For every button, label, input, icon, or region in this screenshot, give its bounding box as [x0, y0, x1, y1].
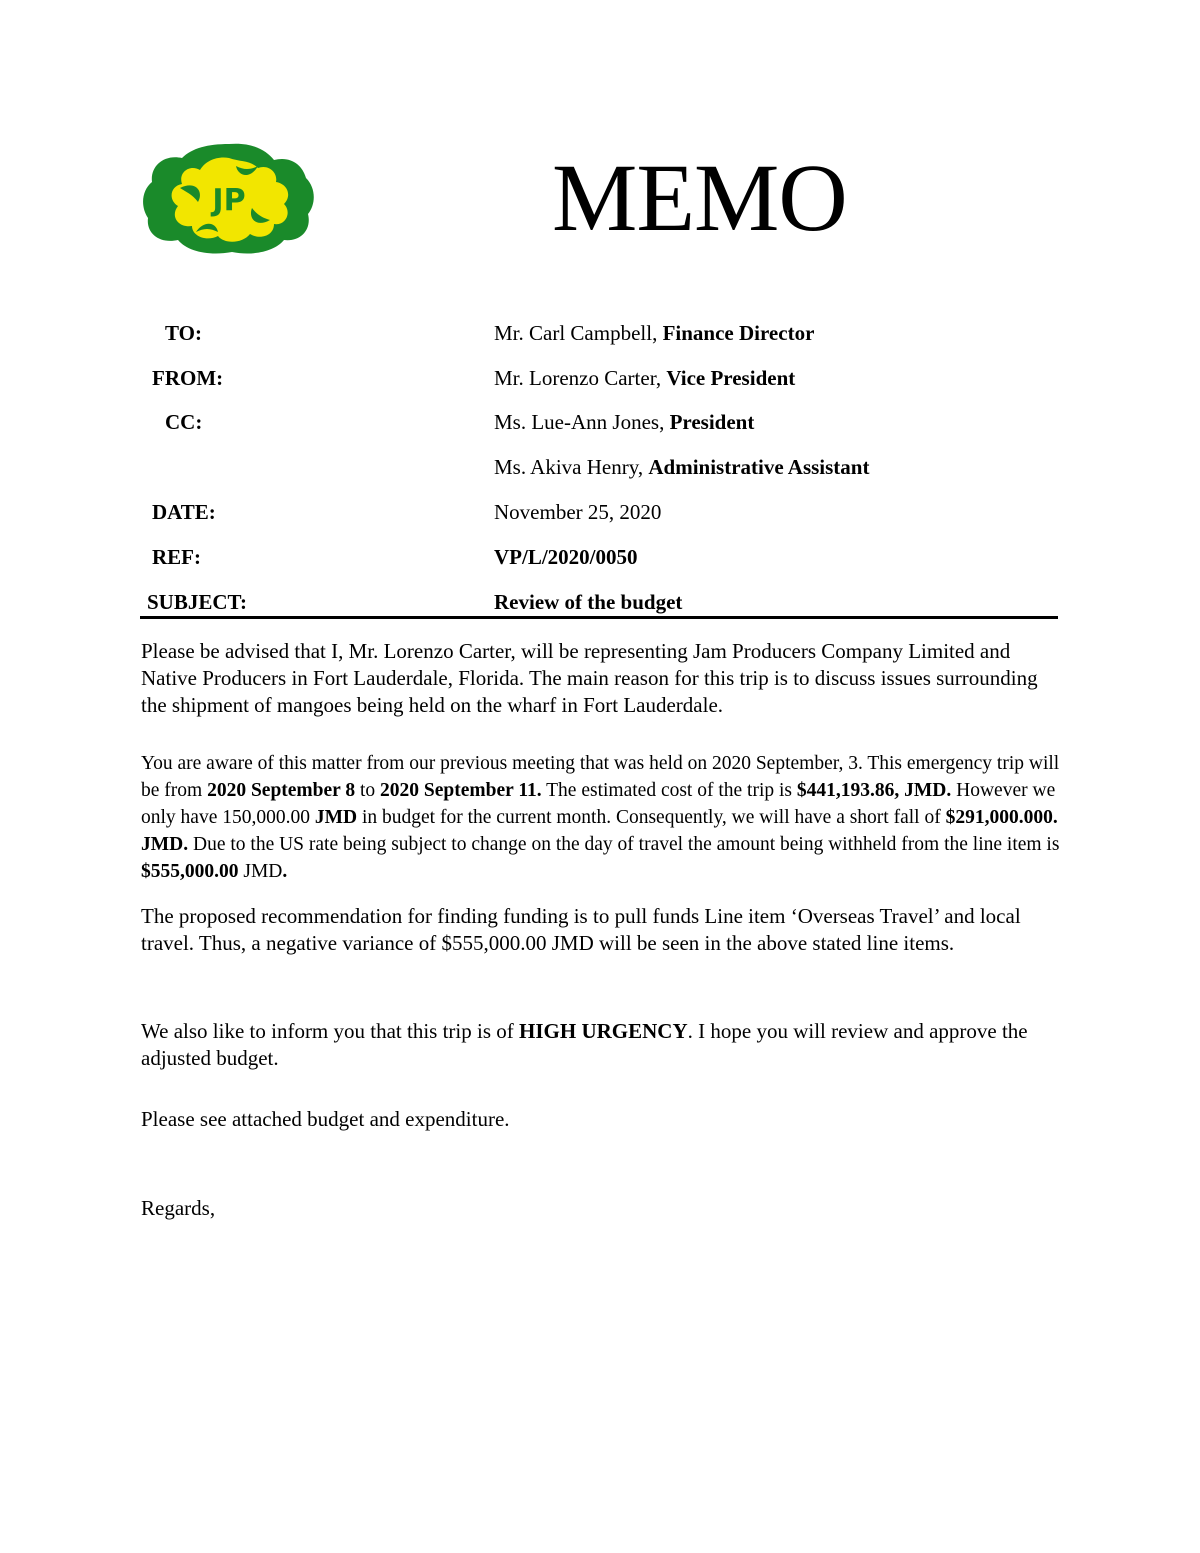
body-paragraph-5: Please see attached budget and expenditure. [141, 1107, 510, 1131]
closing: Regards, [141, 1196, 216, 1220]
p2-text-g: However we only have 150,000.00 [141, 780, 1056, 828]
from-value [494, 363, 795, 393]
cc2-name: Ms. Akiva Henry, [494, 455, 649, 479]
to-value [494, 318, 814, 348]
ref-label: REF: [152, 545, 201, 569]
withheld-amount: $555,000.00 [141, 861, 239, 882]
date-label: DATE: [152, 500, 216, 524]
cc-row [0, 407, 1200, 437]
date-value: November 25, 2020 [494, 500, 662, 524]
subject-row [0, 587, 1200, 617]
body-paragraph-1: Please be advised that I, Mr. Lorenzo Carter, will be representing Jam Producers Company Limited and Native Producers in Fort Lauderdale, Florida. The main reason for this trip is to discuss issues surrounding the shipment of mangoes being held on the wharf in Fort Lauderdale. [141, 639, 1038, 717]
shortfall-amount: $291,000.000. JMD. [141, 807, 1058, 855]
logo-text: JP [212, 183, 246, 218]
ref-row [0, 542, 1200, 572]
cc-label: CC: [165, 410, 203, 434]
body-paragraph-2 [141, 750, 1061, 885]
body-paragraph-4 [141, 1018, 1061, 1072]
from-role: Vice President [666, 366, 796, 390]
header-divider [140, 616, 1058, 619]
currency-jmd: JMD [314, 807, 358, 828]
cc2-value [494, 452, 869, 482]
p4-text-c: . I hope you will review and approve the adjusted budget. [141, 1019, 1028, 1070]
p2-text-n: . [282, 861, 288, 882]
company-logo [140, 140, 318, 256]
cc1-value [494, 407, 754, 437]
p2-text-e: The estimated cost of the trip is [541, 780, 797, 801]
trip-start-date: 2020 September 8 [207, 780, 356, 801]
cc1-name: Ms. Lue-Ann Jones, [494, 410, 670, 434]
to-name: Mr. Carl Campbell, [494, 321, 663, 345]
from-row [0, 363, 1200, 393]
ref-value: VP/L/2020/0050 [494, 545, 638, 569]
to-row [0, 318, 1200, 348]
p2-text-c: to [355, 780, 381, 801]
estimated-cost: $441,193.86, JMD. [796, 780, 952, 801]
body-paragraph-3: The proposed recommendation for finding funding is to pull funds Line item ‘Overseas Travel’ and local travel. Thus, a negative variance of $555,000.00 JMD will be seen in the above stated line items. [141, 904, 1021, 955]
to-label: TO: [165, 321, 202, 345]
cc1-role: President [669, 410, 755, 434]
p2-text-m: JMD [238, 861, 283, 882]
urgency-text: HIGH URGENCY [519, 1019, 688, 1043]
from-label: FROM: [152, 366, 224, 390]
subject-label: SUBJECT: [147, 590, 247, 614]
to-role: Finance Director [662, 321, 815, 345]
p2-text-i: in budget for the current month. Consequently, we will have a short fall of [357, 807, 946, 828]
subject-value: Review of the budget [494, 590, 683, 614]
memo-title: MEMO [552, 144, 847, 251]
date-row [0, 497, 1200, 527]
cc2-row [0, 452, 1200, 482]
trip-end-date: 2020 September 11. [380, 780, 542, 801]
p4-text-a: We also like to inform you that this trip is of [141, 1019, 520, 1043]
cc2-role: Administrative Assistant [648, 455, 870, 479]
from-name: Mr. Lorenzo Carter, [494, 366, 667, 390]
p2-text-a: You are aware of this matter from our previous meeting that was held on 2020 September, 3. This emergency trip will be from [141, 753, 1060, 801]
p2-text-k: Due to the US rate being subject to change on the day of travel the amount being withheld from the line item is [188, 834, 1060, 855]
